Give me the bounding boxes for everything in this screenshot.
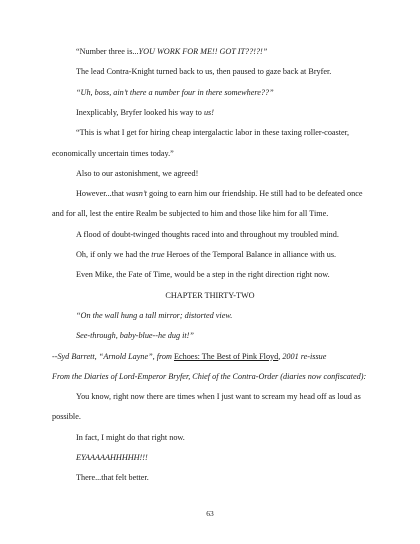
- epigraph-text: “On the wall hung a tall mirror; distorted view.: [76, 310, 233, 320]
- scream-text: EYAAAAAHHHHH!!!: [76, 453, 148, 462]
- text: Inexplicably, Bryfer looked his way to: [76, 107, 204, 117]
- chapter-heading: CHAPTER THIRTY-TWO: [165, 290, 255, 300]
- album-title: Echoes: The Best of Pink Floyd: [173, 351, 279, 361]
- text: going to earn him our friendship. He still had to be defeated once: [146, 189, 363, 199]
- epigraph-line2: [0, 330, 420, 341]
- paragraph-true-heroes: [0, 249, 420, 260]
- dialogue-emphasis: YOU WORK FOR ME!! GOT IT??!?!”: [138, 47, 268, 56]
- paragraph-friendship-line2: and for all, lest the entire Realm be subjected to him and those like him for all Time.: [52, 209, 329, 219]
- epigraph-line1: [0, 310, 420, 321]
- paragraph-flood-of-doubt: A flood of doubt-twinged thoughts raced into and throughout my troubled mind.: [76, 229, 339, 239]
- paragraph-felt-better: There...that felt better.: [76, 473, 149, 483]
- diary-source-text: From the Diaries of Lord-Emperor Bryfer, Chief of the Contra-Order (diaries now confiscated):: [52, 371, 367, 381]
- paragraph-do-that-now: In fact, I might do that right now.: [76, 432, 185, 442]
- paragraph-scream: [0, 452, 420, 463]
- epigraph-attribution: [0, 351, 420, 362]
- epigraph-text: See-through, baby-blue--he dug it!”: [76, 331, 194, 341]
- paragraph-boss-question: [0, 87, 420, 98]
- paragraph-cheap-labor-line2: economically uncertain times today.”: [52, 148, 174, 158]
- emphasis: us!: [203, 107, 214, 117]
- dialogue-text: “Number three is...: [76, 47, 139, 56]
- paragraph-scream-line2: possible.: [52, 412, 81, 422]
- text: Heroes of the Temporal Balance in alliance with us.: [164, 250, 337, 259]
- emphasis: wasn’t: [126, 189, 147, 199]
- paragraph-number-three: [0, 46, 420, 57]
- paragraph-astonishment: Also to our astonishment, we agreed!: [76, 168, 199, 178]
- paragraph-friendship-line1: [0, 188, 420, 199]
- attribution-text: --Syd Barrett, “Arnold Layne”, from: [52, 351, 174, 361]
- paragraph-bryfer-looked: [0, 107, 420, 118]
- text: Oh, if only we had the: [76, 250, 152, 259]
- text: However...that: [76, 189, 127, 199]
- paragraph-contra-knight: The lead Contra-Knight turned back to us, then paused to gaze back at Bryfer.: [76, 67, 332, 77]
- diary-source-line: [0, 371, 420, 382]
- attribution-text: , 2001 re-issue: [278, 351, 327, 361]
- paragraph-scream-line1: You know, right now there are times when I just want to scream my head off as loud as: [76, 392, 361, 402]
- paragraph-fate-of-time: Even Mike, the Fate of Time, would be a step in the right direction right now.: [76, 270, 330, 280]
- paragraph-cheap-labor-line1: “This is what I get for hiring cheap intergalactic labor in these taxing roller-coaster,: [76, 128, 350, 138]
- emphasis: true: [151, 250, 165, 259]
- dialogue-italic: “Uh, boss, ain’t there a number four in there somewhere??”: [76, 87, 274, 97]
- page-number: 63: [206, 508, 214, 518]
